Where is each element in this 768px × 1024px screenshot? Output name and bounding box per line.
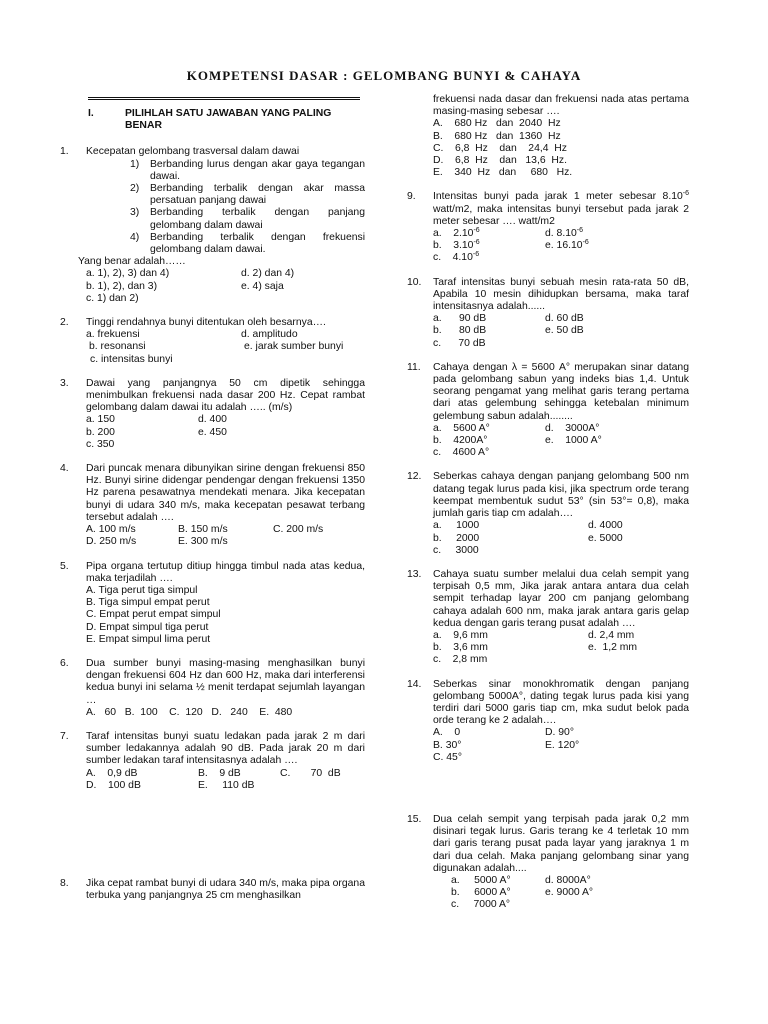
option[interactable]: A. 100 m/s (86, 524, 136, 536)
question-number: 15. (407, 813, 422, 825)
option[interactable]: C. 200 m/s (273, 524, 324, 536)
option[interactable]: a. 1000 (433, 520, 480, 532)
option[interactable]: a. 5600 A° (433, 422, 490, 434)
answer-options (407, 875, 689, 912)
question-text: Cahaya dengan λ = 5600 A° merupakan sinar datang pada gelombang sabun yang indeks bias 1,4. Untuk seorang pengamat yang melihat garis terang pertama dari atas gelembung sehingga ketebalan minimum gelembung sabun adalah........ (433, 361, 689, 422)
option[interactable]: d. 60 dB (545, 313, 584, 325)
question-9 (407, 191, 689, 228)
superscript: -6 (473, 227, 480, 235)
question-12 (407, 471, 689, 520)
option[interactable]: e. 1,2 mm (588, 642, 638, 654)
question-8 (60, 878, 365, 902)
option[interactable]: b. 4200A° (433, 435, 488, 447)
option[interactable]: B. Tiga simpul empat perut (86, 597, 210, 609)
question-5 (60, 561, 365, 585)
question-number: 12. (407, 471, 422, 483)
option[interactable]: c. 2,8 mm (433, 654, 488, 666)
question-number: 8. (60, 877, 69, 889)
answer-options (407, 630, 689, 667)
option[interactable]: b. 2000 (433, 532, 480, 544)
statement-key: 1) (130, 158, 140, 170)
answer-options (60, 268, 365, 305)
option[interactable]: A. 680 Hz dan 2040 Hz (433, 118, 561, 130)
question-2 (60, 317, 365, 329)
superscript: -6 (576, 227, 584, 235)
left-column (60, 108, 365, 902)
answer-options (407, 727, 689, 764)
option[interactable]: c. 350 (86, 438, 115, 450)
option[interactable]: d. 2,4 mm (588, 629, 635, 641)
option[interactable]: E. Empat simpul lima perut (86, 633, 211, 645)
option[interactable]: B. 30° (433, 739, 462, 751)
option[interactable]: a. frekuensi (86, 329, 140, 341)
option[interactable]: E. 340 Hz dan 680 Hz. (433, 167, 573, 179)
option[interactable] (433, 252, 689, 264)
option[interactable]: C. Empat perut empat simpul (86, 609, 221, 621)
answer-options (60, 524, 365, 548)
option[interactable]: a. 9,6 mm (433, 629, 488, 641)
question-14 (407, 679, 689, 728)
question-8-continued (407, 94, 689, 179)
question-text-part: Intensitas bunyi pada jarak 1 meter sebesar 8.10 (433, 191, 683, 203)
option[interactable]: B. 680 Hz dan 1360 Hz (433, 130, 561, 142)
option[interactable]: D. 90° (545, 727, 574, 739)
option-text: b. 3.10 (433, 240, 474, 252)
question-10 (407, 277, 689, 314)
statement-item (60, 183, 365, 207)
option[interactable]: D. Empat simpul tiga perut (86, 621, 209, 633)
question-number: 2. (60, 317, 69, 329)
question-4 (60, 463, 365, 524)
option[interactable]: e. jarak sumber bunyi (244, 341, 344, 353)
question-number: 4. (60, 463, 69, 475)
option[interactable]: d. 3000A° (545, 422, 600, 434)
option[interactable]: D. 6,8 Hz dan 13,6 Hz. (433, 155, 567, 167)
option[interactable]: E. 110 dB (198, 779, 255, 791)
option[interactable]: E. 300 m/s (178, 536, 228, 548)
question-11 (407, 362, 689, 423)
option[interactable]: A. 0,9 dB (86, 767, 138, 779)
option-text: a. 2.10 (433, 228, 474, 240)
section-text: PILIHLAH SATU JAWABAN YANG PALING BENAR (125, 108, 332, 132)
option[interactable]: e. 50 dB (545, 325, 584, 337)
answer-options (407, 313, 689, 350)
option[interactable]: e. 4) saja (241, 280, 284, 292)
statement-item (60, 232, 365, 256)
option[interactable]: c. 1) dan 2) (86, 292, 139, 304)
option[interactable]: D. 100 dB (86, 779, 141, 791)
option-text: d. 8.10 (545, 228, 577, 240)
section-number: I. (88, 108, 94, 119)
statement-key: 3) (130, 207, 140, 219)
question-number: 10. (407, 276, 422, 288)
answer-options (60, 414, 365, 451)
question-text: Kecepatan gelombang trasversal dalam dawai (86, 146, 300, 158)
option[interactable]: c. 7000 A° (451, 899, 511, 911)
question-text: Tinggi rendahnya bunyi ditentukan oleh besarnya…. (86, 317, 326, 329)
question-text: Pipa organa tertutup ditiup hingga timbul nada atas kedua, maka terjadilah …. (86, 560, 365, 584)
question-text: Dua sumber bunyi masing-masing menghasilkan bunyi dengan frekuensi 604 Hz dan 600 Hz, maka dari interferensi kedua bunyi ini selama ½ menit terdapat sejumlah layangan … (86, 657, 365, 706)
answer-options (60, 329, 365, 366)
statement-text: Berbanding lurus dengan akar gaya tegangan dawai. (150, 158, 365, 182)
option[interactable]: c. intensitas bunyi (90, 353, 173, 365)
option[interactable]: D. 250 m/s (86, 536, 137, 548)
question-number: 3. (60, 377, 69, 389)
question-text: Seberkas sinar monokhromatik dengan panjang gelombang 5000A°, dating tegak lurus pada kisi yang terdiri dari 5000 garis tiap cm, mka sudut belok pada orde terang ke 2 adalah…. (433, 678, 689, 727)
question-number: 13. (407, 568, 422, 580)
option[interactable]: b. 3,6 mm (433, 642, 488, 654)
question-number: 14. (407, 678, 422, 690)
question-15 (407, 814, 689, 875)
option[interactable] (545, 240, 589, 252)
option[interactable]: e. 450 (198, 426, 227, 438)
answer-options (407, 423, 689, 460)
statement-text: Berbanding terbalik dengan akar massa persatuan panjang dawai (150, 183, 365, 207)
option[interactable]: c. 3000 (433, 544, 479, 556)
question-text: Dawai yang panjangnya 50 cm dipetik sehingga menimbulkan frekuensi nada dasar 200 Hz. Cepat rambat gelombang dalam dawai itu adalah ….. (m/s) (86, 377, 365, 414)
option[interactable]: b. resonansi (89, 341, 146, 353)
option-text: e. 16.10 (545, 240, 583, 252)
option[interactable]: a. 90 dB (433, 313, 487, 325)
question-text: Cahaya suatu sumber melalui dua celah sempit yang terpisah 0,5 mm, Jika jarak antara antara dua celah sempit terhadap layar 200 cm panjang gelombang cahaya adalah 600 nm, maka jarak antara garis gelap kedua dengan garis terang pusat adalah …. (433, 568, 689, 629)
question-7 (60, 731, 365, 768)
question-text: Dua celah sempit yang terpisah pada jarak 0,2 mm disinari tegak lurus. Garis terang ke 4 terletak 10 mm dari garis terang pusat pada layar yang jaraknya 1 m dari dua celah. Maka panjang gelombang sinar yang digunakan adalah.... (433, 813, 689, 874)
option[interactable]: b. 80 dB (433, 325, 487, 337)
option[interactable]: a. 150 (86, 414, 115, 426)
question-text (433, 191, 689, 228)
option[interactable]: d. amplitudo (241, 329, 298, 341)
statement-text: Berbanding terbalik dengan panjang gelombang dalam dawai (150, 207, 365, 231)
option[interactable]: E. 120° (545, 739, 580, 751)
title-rule (88, 97, 360, 102)
option[interactable]: b. 200 (86, 426, 115, 438)
option[interactable]: B. 9 dB (198, 767, 241, 779)
statement-key: 2) (130, 183, 140, 195)
option[interactable]: d. 4000 (588, 520, 623, 532)
right-column (407, 94, 689, 912)
option[interactable]: a. 1), 2), 3) dan 4) (86, 268, 170, 280)
statement-text: Berbanding terbalik dengan frekuensi gelombang dalam dawai. (150, 231, 365, 256)
answer-options (60, 768, 365, 792)
option[interactable]: e. 1000 A° (545, 435, 602, 447)
option[interactable] (545, 228, 583, 240)
question-3 (60, 378, 365, 415)
question-text: Jika cepat rambat bunyi di udara 340 m/s, maka pipa organa terbuka yang panjangnya 25 cm menghasilkan (86, 877, 365, 902)
question-number: 11. (407, 361, 421, 373)
option[interactable]: d. 2) dan 4) (241, 268, 295, 280)
option[interactable] (433, 240, 545, 252)
superscript: -6 (582, 239, 589, 247)
question-text: Dari puncak menara dibunyikan sirine dengan frekuensi 850 Hz. Bunyi sirine didengar pendengar dengan frekuensi 1350 Hz parena pesawatnya mendekati menara. Jika kecepatan bunyi di udara 340 m/s, maka kecepatan pesawat terbang tersebut adalah …. (86, 463, 365, 523)
option[interactable]: b. 6000 A° (451, 887, 511, 899)
answer-intro: Yang benar adalah…… (78, 256, 186, 268)
superscript: -6 (473, 239, 480, 247)
statement-item (60, 159, 365, 183)
question-text: Taraf intensitas bunyi suatu ledakan pada jarak 2 m dari sumber ledakannya adalah 90 dB. Pada jarak 20 m dari sumber ledakan taraf intensitasnya adalah …. (86, 730, 365, 767)
option[interactable]: C. 45° (433, 751, 462, 763)
option[interactable]: a. 5000 A° (451, 874, 511, 886)
answer-options (60, 585, 365, 646)
option[interactable]: c. 4600 A° (433, 447, 490, 459)
section-heading (60, 108, 365, 132)
option[interactable]: b. 1), 2), dan 3) (86, 280, 158, 292)
option[interactable]: A. Tiga perut tiga simpul (86, 584, 198, 596)
question-number: 1. (60, 146, 69, 158)
question-1 (60, 146, 365, 158)
option[interactable]: d. 8000A° (545, 874, 591, 886)
question-text: Seberkas cahaya dengan panjang gelombang 500 nm datang tegak lurus pada kisi, jika spectrum orde terang keempat membentuk sudut 53° (sin 53°= 0,8), maka jumlah garis tiap cm adalah…. (433, 471, 689, 520)
option[interactable]: e. 5000 (588, 532, 623, 544)
option[interactable]: C. 70 dB (280, 767, 341, 779)
option[interactable]: e. 9000 A° (545, 887, 594, 899)
page-title: KOMPETENSI DASAR : GELOMBANG BUNYI & CAHAYA (186, 68, 582, 83)
question-number: 7. (60, 730, 69, 742)
question-number: 5. (60, 560, 69, 572)
answer-options (407, 228, 689, 265)
option[interactable]: d. 400 (198, 414, 227, 426)
question-number: 6. (60, 657, 69, 669)
question-text-part: watt/m2, maka intensitas bunyi tersebut pada jarak 2 meter sebesar …. watt/m2 (433, 203, 689, 227)
answer-options (407, 520, 689, 557)
option[interactable]: B. 150 m/s (178, 524, 228, 536)
option[interactable]: A. 0 (433, 727, 461, 739)
option[interactable]: c. 70 dB (433, 337, 486, 349)
statement-key: 4) (130, 231, 140, 243)
question-13 (407, 569, 689, 630)
question-text: Taraf intensitas bunyi sebuah mesin rata-rata 50 dB, Apabila 10 mesin dihidupkan bersama, maka taraf intensitasnya adalah...... (433, 276, 689, 313)
question-number: 9. (407, 191, 416, 203)
statement-item (60, 207, 365, 231)
option-text: c. 4.10 (433, 252, 473, 264)
option[interactable] (433, 228, 545, 240)
question-text: frekuensi nada dasar dan frekuensi nada atas pertama masing-masing sebesar …. (433, 94, 689, 118)
superscript: -6 (472, 251, 480, 259)
superscript: -6 (682, 190, 689, 198)
question-6 (60, 658, 365, 707)
answer-options[interactable]: A. 60 B. 100 C. 120 D. 240 E. 480 (86, 706, 293, 718)
option[interactable]: C. 6,8 Hz dan 24,4 Hz (433, 142, 567, 154)
